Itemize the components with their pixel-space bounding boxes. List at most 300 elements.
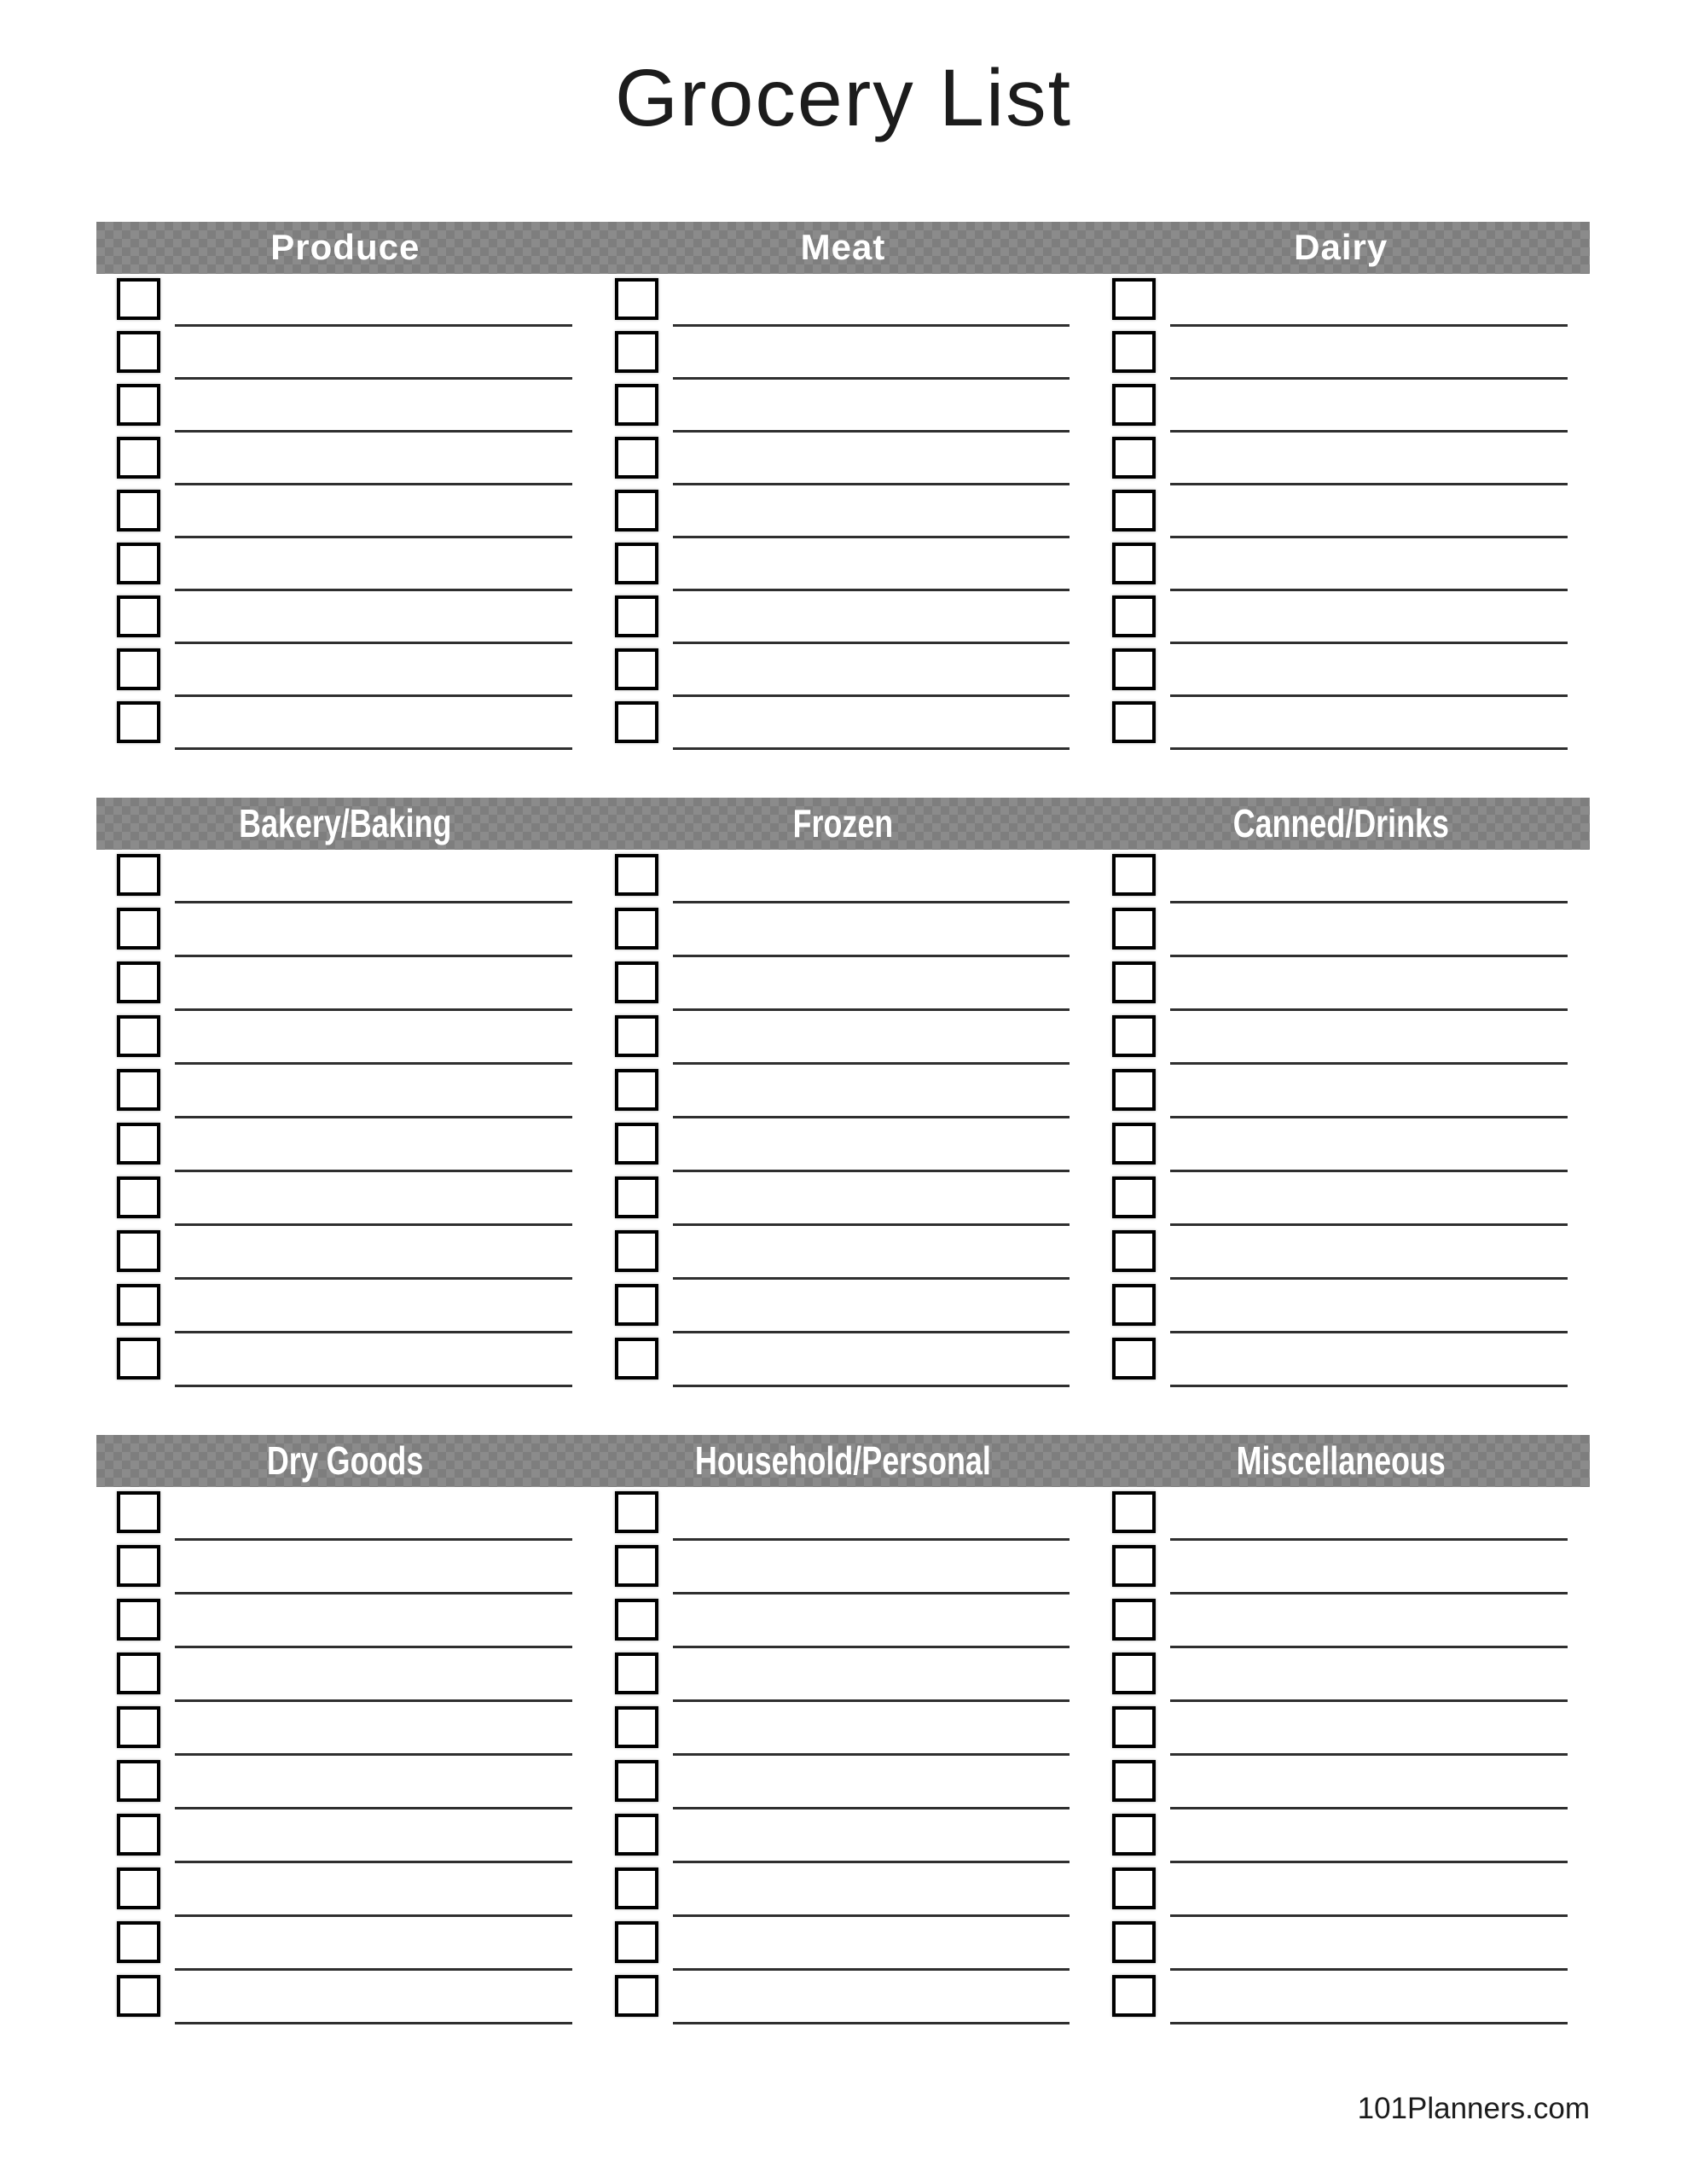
item-checkbox[interactable]	[1112, 595, 1156, 637]
checklist-row	[117, 1863, 572, 1917]
checklist-row	[1112, 1172, 1568, 1226]
item-write-line[interactable]	[1170, 396, 1568, 433]
checklist-row	[615, 697, 1070, 750]
item-checkbox[interactable]	[1112, 908, 1156, 950]
item-checkbox[interactable]	[1112, 1491, 1156, 1533]
item-checkbox[interactable]	[615, 1230, 658, 1272]
checklist-row	[1112, 644, 1568, 697]
item-write-line[interactable]	[1170, 660, 1568, 697]
checklist-row	[615, 274, 1070, 327]
item-checkbox[interactable]	[615, 908, 658, 950]
checklist-row	[117, 1756, 572, 1809]
checklist-row	[117, 433, 572, 485]
item-checkbox[interactable]	[615, 543, 658, 584]
checklist-row	[615, 1863, 1070, 1917]
item-write-line[interactable]	[673, 1082, 1070, 1118]
item-write-line[interactable]	[1170, 1243, 1568, 1280]
checklist-row	[1112, 1065, 1568, 1118]
item-write-line[interactable]	[673, 974, 1070, 1011]
item-write-line[interactable]	[175, 1934, 572, 1971]
checklist-row	[615, 1172, 1070, 1226]
item-checkbox[interactable]	[117, 1921, 160, 1963]
item-checkbox[interactable]	[615, 1760, 658, 1802]
section-header-cell	[96, 798, 594, 850]
item-checkbox[interactable]	[615, 490, 658, 531]
checklist-row	[1112, 433, 1568, 485]
item-write-line[interactable]	[1170, 1297, 1568, 1333]
item-checkbox[interactable]	[615, 595, 658, 637]
item-checkbox[interactable]	[615, 1284, 658, 1326]
section-header-cell	[594, 798, 1093, 850]
checklist-row	[615, 1011, 1070, 1065]
item-checkbox[interactable]	[117, 1814, 160, 1856]
item-write-line[interactable]	[175, 921, 572, 957]
item-checkbox[interactable]	[1112, 854, 1156, 896]
item-checkbox[interactable]	[1112, 1545, 1156, 1587]
checklist-row	[117, 1541, 572, 1594]
category-column-miscellaneous	[1092, 1487, 1590, 2024]
item-write-line[interactable]	[175, 607, 572, 644]
item-checkbox[interactable]	[117, 1123, 160, 1165]
category-column-meat	[594, 274, 1093, 750]
section-header-cell	[1092, 1435, 1590, 1487]
checklist-row	[1112, 1011, 1568, 1065]
checklist-row	[615, 1280, 1070, 1333]
item-write-line[interactable]	[673, 713, 1070, 750]
item-checkbox[interactable]	[615, 961, 658, 1003]
checklist-row	[615, 1118, 1070, 1172]
item-checkbox[interactable]	[1112, 1760, 1156, 1802]
item-write-line[interactable]	[175, 1719, 572, 1756]
item-write-line[interactable]	[673, 1988, 1070, 2024]
item-checkbox[interactable]	[117, 331, 160, 373]
item-write-line[interactable]	[175, 396, 572, 433]
item-write-line[interactable]	[175, 713, 572, 750]
category-column-dairy	[1092, 274, 1590, 750]
item-checkbox[interactable]	[615, 1975, 658, 2017]
item-write-line[interactable]	[1170, 1988, 1568, 2024]
item-checkbox[interactable]	[117, 854, 160, 896]
item-write-line[interactable]	[673, 1297, 1070, 1333]
item-checkbox[interactable]	[117, 1338, 160, 1380]
item-checkbox[interactable]	[117, 908, 160, 950]
checklist-row	[117, 903, 572, 957]
item-checkbox[interactable]	[615, 1338, 658, 1380]
checklist-row	[117, 485, 572, 538]
item-write-line[interactable]	[1170, 1350, 1568, 1387]
checklist-row	[117, 274, 572, 327]
category-header-meat: Meat	[800, 227, 886, 268]
checklist-row	[1112, 1226, 1568, 1280]
category-header-bakery-baking: Bakery/Baking	[239, 801, 452, 846]
item-checkbox[interactable]	[117, 1176, 160, 1218]
checklist-row	[615, 1541, 1070, 1594]
checklist-row	[615, 1487, 1070, 1541]
category-column-bakery-baking	[96, 850, 594, 1387]
item-write-line[interactable]	[1170, 867, 1568, 903]
category-header-canned-drinks: Canned/Drinks	[1232, 801, 1449, 846]
category-header-household-personal: Household/Personal	[695, 1438, 991, 1484]
item-checkbox[interactable]	[615, 1123, 658, 1165]
item-write-line[interactable]	[673, 1504, 1070, 1541]
checklist-row	[615, 1065, 1070, 1118]
category-column-dry-goods	[96, 1487, 594, 2024]
checklist-row	[1112, 1648, 1568, 1702]
item-write-line[interactable]	[175, 343, 572, 380]
section-header-bar	[96, 798, 1590, 850]
item-write-line[interactable]	[1170, 502, 1568, 538]
category-section	[96, 222, 1590, 750]
item-write-line[interactable]	[1170, 1189, 1568, 1226]
item-checkbox[interactable]	[615, 1491, 658, 1533]
item-checkbox[interactable]	[117, 1545, 160, 1587]
item-write-line[interactable]	[673, 1612, 1070, 1648]
checklist-row	[1112, 1702, 1568, 1756]
item-write-line[interactable]	[175, 974, 572, 1011]
item-checkbox[interactable]	[1112, 437, 1156, 479]
section-header-cell	[594, 1435, 1093, 1487]
item-checkbox[interactable]	[117, 961, 160, 1003]
section-header-cell	[96, 1435, 594, 1487]
category-column-frozen	[594, 850, 1093, 1387]
item-write-line[interactable]	[175, 1988, 572, 2024]
section-header-cell	[1092, 798, 1590, 850]
item-checkbox[interactable]	[1112, 701, 1156, 743]
item-checkbox[interactable]	[117, 1599, 160, 1641]
item-write-line[interactable]	[1170, 713, 1568, 750]
item-checkbox[interactable]	[615, 1653, 658, 1694]
checklist-row	[615, 1917, 1070, 1971]
item-checkbox[interactable]	[1112, 1653, 1156, 1694]
checklist-row	[1112, 1971, 1568, 2024]
item-checkbox[interactable]	[615, 384, 658, 426]
item-write-line[interactable]	[175, 1243, 572, 1280]
checklist-row	[117, 1702, 572, 1756]
item-write-line[interactable]	[1170, 1934, 1568, 1971]
item-checkbox[interactable]	[1112, 1814, 1156, 1856]
item-checkbox[interactable]	[615, 648, 658, 690]
checklist-row	[117, 850, 572, 903]
item-write-line[interactable]	[673, 1773, 1070, 1809]
checklist-row	[615, 957, 1070, 1011]
checklist-row	[1112, 1809, 1568, 1863]
item-write-line[interactable]	[673, 1665, 1070, 1702]
checklist-row	[1112, 1756, 1568, 1809]
item-write-line[interactable]	[1170, 555, 1568, 591]
checklist-row	[1112, 957, 1568, 1011]
checklist-row	[615, 1226, 1070, 1280]
item-write-line[interactable]	[175, 660, 572, 697]
item-write-line[interactable]	[175, 1880, 572, 1917]
checklist-row	[117, 1333, 572, 1387]
item-write-line[interactable]	[673, 1719, 1070, 1756]
item-checkbox[interactable]	[117, 490, 160, 531]
item-checkbox[interactable]	[615, 1706, 658, 1748]
item-checkbox[interactable]	[615, 1921, 658, 1963]
page-title: Grocery List	[614, 53, 1073, 143]
checklist-row	[1112, 591, 1568, 644]
checklist-row	[615, 433, 1070, 485]
category-column-produce	[96, 274, 594, 750]
item-write-line[interactable]	[673, 1350, 1070, 1387]
item-checkbox[interactable]	[117, 1284, 160, 1326]
checklist-row	[615, 485, 1070, 538]
item-checkbox[interactable]	[1112, 1706, 1156, 1748]
section-header-cell	[594, 222, 1093, 274]
checklist-row	[1112, 1280, 1568, 1333]
item-checkbox[interactable]	[1112, 331, 1156, 373]
checklist-row	[1112, 1863, 1568, 1917]
item-checkbox[interactable]	[615, 854, 658, 896]
item-write-line[interactable]	[673, 1934, 1070, 1971]
item-checkbox[interactable]	[1112, 1867, 1156, 1909]
category-section	[96, 1435, 1590, 2024]
checklist-row	[615, 1594, 1070, 1648]
footer-site-name: 101Planners.com	[1357, 2092, 1590, 2125]
checklist-row	[117, 1648, 572, 1702]
item-write-line[interactable]	[1170, 1665, 1568, 1702]
item-write-line[interactable]	[1170, 1028, 1568, 1065]
checklist-row	[117, 1118, 572, 1172]
item-write-line[interactable]	[175, 1136, 572, 1172]
item-checkbox[interactable]	[1112, 961, 1156, 1003]
item-write-line[interactable]	[673, 343, 1070, 380]
item-checkbox[interactable]	[615, 701, 658, 743]
checklist-row	[1112, 380, 1568, 433]
item-checkbox[interactable]	[1112, 1338, 1156, 1380]
checklist-row	[117, 1065, 572, 1118]
item-checkbox[interactable]	[117, 648, 160, 690]
item-checkbox[interactable]	[1112, 1599, 1156, 1641]
checklist-row	[1112, 1487, 1568, 1541]
checklist-row	[1112, 485, 1568, 538]
item-write-line[interactable]	[673, 867, 1070, 903]
checklist-row	[117, 1011, 572, 1065]
checklist-row	[615, 591, 1070, 644]
item-write-line[interactable]	[175, 1827, 572, 1863]
checklist-row	[615, 850, 1070, 903]
item-checkbox[interactable]	[1112, 648, 1156, 690]
item-checkbox[interactable]	[117, 384, 160, 426]
item-write-line[interactable]	[1170, 1719, 1568, 1756]
item-checkbox[interactable]	[1112, 1230, 1156, 1272]
item-write-line[interactable]	[175, 1350, 572, 1387]
item-checkbox[interactable]	[117, 1069, 160, 1111]
checklist-row	[615, 1648, 1070, 1702]
item-checkbox[interactable]	[117, 595, 160, 637]
item-checkbox[interactable]	[615, 1015, 658, 1057]
item-write-line[interactable]	[175, 1773, 572, 1809]
checklist-row	[615, 538, 1070, 591]
item-checkbox[interactable]	[615, 1867, 658, 1909]
item-write-line[interactable]	[175, 1028, 572, 1065]
item-checkbox[interactable]	[117, 1015, 160, 1057]
item-write-line[interactable]	[1170, 607, 1568, 644]
category-column-household-personal	[594, 1487, 1093, 2024]
checklist-row	[117, 380, 572, 433]
checklist-row	[615, 1809, 1070, 1863]
item-write-line[interactable]	[673, 921, 1070, 957]
checklist-row	[117, 644, 572, 697]
category-header-produce: Produce	[270, 227, 420, 268]
item-write-line[interactable]	[1170, 1773, 1568, 1809]
checklist-row	[1112, 903, 1568, 957]
item-checkbox[interactable]	[117, 1230, 160, 1272]
item-checkbox[interactable]	[615, 1069, 658, 1111]
checklist-row	[1112, 850, 1568, 903]
checklist-row	[1112, 1333, 1568, 1387]
item-checkbox[interactable]	[1112, 1284, 1156, 1326]
item-write-line[interactable]	[673, 1136, 1070, 1172]
item-write-line[interactable]	[1170, 1082, 1568, 1118]
item-checkbox[interactable]	[117, 1491, 160, 1533]
item-write-line[interactable]	[175, 502, 572, 538]
checklist-row	[1112, 1917, 1568, 1971]
checklist-row	[1112, 1118, 1568, 1172]
item-write-line[interactable]	[1170, 290, 1568, 327]
item-write-line[interactable]	[1170, 1558, 1568, 1594]
category-header-dairy: Dairy	[1294, 227, 1388, 268]
section-header-bar	[96, 222, 1590, 274]
item-write-line[interactable]	[175, 1665, 572, 1702]
checklist-row	[615, 644, 1070, 697]
section-header-cell	[1092, 222, 1590, 274]
item-checkbox[interactable]	[615, 1176, 658, 1218]
item-write-line[interactable]	[673, 1243, 1070, 1280]
checklist-row	[117, 1226, 572, 1280]
section-columns	[96, 850, 1590, 1387]
item-write-line[interactable]	[673, 660, 1070, 697]
item-checkbox[interactable]	[1112, 278, 1156, 320]
item-checkbox[interactable]	[1112, 384, 1156, 426]
item-write-line[interactable]	[175, 1189, 572, 1226]
item-write-line[interactable]	[673, 1028, 1070, 1065]
item-checkbox[interactable]	[1112, 490, 1156, 531]
item-checkbox[interactable]	[117, 1975, 160, 2017]
checklist-row	[615, 1333, 1070, 1387]
checklist-row	[1112, 538, 1568, 591]
item-checkbox[interactable]	[1112, 1123, 1156, 1165]
item-checkbox[interactable]	[117, 1653, 160, 1694]
item-write-line[interactable]	[673, 449, 1070, 485]
item-checkbox[interactable]	[117, 437, 160, 479]
item-write-line[interactable]	[175, 1297, 572, 1333]
item-checkbox[interactable]	[1112, 1975, 1156, 2017]
checklist-row	[117, 1809, 572, 1863]
item-checkbox[interactable]	[117, 701, 160, 743]
item-write-line[interactable]	[1170, 449, 1568, 485]
item-checkbox[interactable]	[615, 1814, 658, 1856]
item-write-line[interactable]	[175, 1504, 572, 1541]
checklist-row	[615, 1756, 1070, 1809]
checklist-row	[117, 1487, 572, 1541]
item-write-line[interactable]	[1170, 1136, 1568, 1172]
item-checkbox[interactable]	[117, 1706, 160, 1748]
item-checkbox[interactable]	[1112, 1015, 1156, 1057]
item-write-line[interactable]	[175, 555, 572, 591]
item-write-line[interactable]	[673, 502, 1070, 538]
checklist-row	[1112, 1594, 1568, 1648]
checklist-row	[117, 1172, 572, 1226]
item-checkbox[interactable]	[117, 278, 160, 320]
item-write-line[interactable]	[175, 1612, 572, 1648]
item-checkbox[interactable]	[1112, 1176, 1156, 1218]
checklist-row	[117, 591, 572, 644]
checklist-row	[117, 957, 572, 1011]
item-write-line[interactable]	[175, 449, 572, 485]
section-header-cell	[96, 222, 594, 274]
item-write-line[interactable]	[673, 607, 1070, 644]
checklist-row	[117, 327, 572, 380]
item-checkbox[interactable]	[1112, 1921, 1156, 1963]
category-header-frozen: Frozen	[792, 801, 894, 846]
item-write-line[interactable]	[1170, 1504, 1568, 1541]
item-write-line[interactable]	[673, 555, 1070, 591]
item-write-line[interactable]	[175, 1082, 572, 1118]
item-write-line[interactable]	[175, 290, 572, 327]
item-checkbox[interactable]	[1112, 543, 1156, 584]
item-checkbox[interactable]	[117, 543, 160, 584]
item-write-line[interactable]	[673, 1189, 1070, 1226]
item-write-line[interactable]	[175, 867, 572, 903]
item-write-line[interactable]	[673, 1827, 1070, 1863]
item-write-line[interactable]	[1170, 1827, 1568, 1863]
item-write-line[interactable]	[1170, 343, 1568, 380]
checklist-row	[1112, 697, 1568, 750]
checklist-row	[1112, 327, 1568, 380]
item-checkbox[interactable]	[615, 1545, 658, 1587]
sections-container	[96, 222, 1590, 2024]
checklist-row	[117, 1594, 572, 1648]
checklist-row	[615, 903, 1070, 957]
section-columns	[96, 274, 1590, 750]
item-checkbox[interactable]	[117, 1867, 160, 1909]
item-write-line[interactable]	[673, 290, 1070, 327]
item-write-line[interactable]	[1170, 1880, 1568, 1917]
section-columns	[96, 1487, 1590, 2024]
item-checkbox[interactable]	[615, 1599, 658, 1641]
checklist-row	[117, 697, 572, 750]
checklist-row	[117, 1971, 572, 2024]
checklist-row	[117, 1280, 572, 1333]
item-write-line[interactable]	[673, 1880, 1070, 1917]
item-checkbox[interactable]	[1112, 1069, 1156, 1111]
item-write-line[interactable]	[673, 396, 1070, 433]
item-checkbox[interactable]	[615, 331, 658, 373]
category-section	[96, 798, 1590, 1387]
checklist-row	[117, 538, 572, 591]
item-checkbox[interactable]	[615, 278, 658, 320]
section-header-bar	[96, 1435, 1590, 1487]
category-header-dry-goods: Dry Goods	[267, 1438, 424, 1484]
item-write-line[interactable]	[175, 1558, 572, 1594]
item-write-line[interactable]	[1170, 921, 1568, 957]
item-checkbox[interactable]	[117, 1760, 160, 1802]
checklist-row	[615, 380, 1070, 433]
category-header-miscellaneous: Miscellaneous	[1236, 1438, 1446, 1484]
checklist-row	[615, 327, 1070, 380]
checklist-row	[1112, 274, 1568, 327]
checklist-row	[1112, 1541, 1568, 1594]
item-checkbox[interactable]	[615, 437, 658, 479]
checklist-row	[615, 1971, 1070, 2024]
category-column-canned-drinks	[1092, 850, 1590, 1387]
checklist-row	[117, 1917, 572, 1971]
checklist-row	[615, 1702, 1070, 1756]
item-write-line[interactable]	[1170, 1612, 1568, 1648]
item-write-line[interactable]	[673, 1558, 1070, 1594]
item-write-line[interactable]	[1170, 974, 1568, 1011]
